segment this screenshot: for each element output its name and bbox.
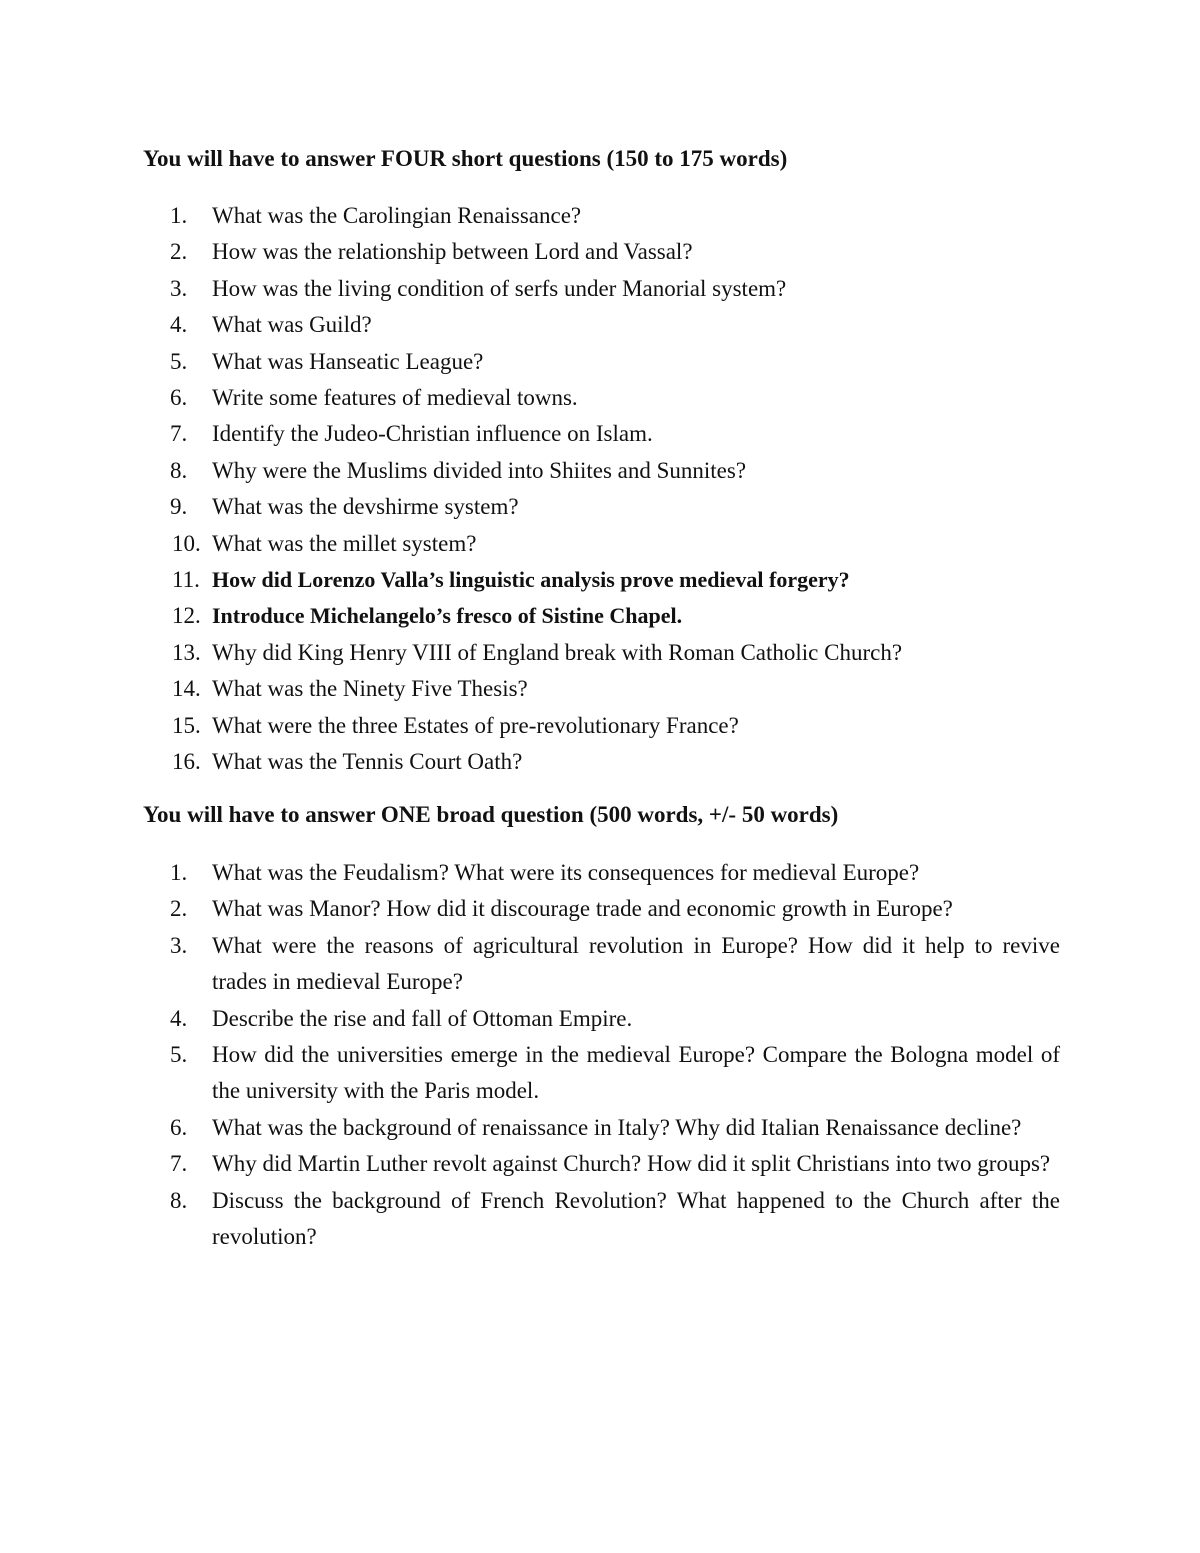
item-text: Introduce Michelangelo’s fresco of Sistine Chapel. xyxy=(212,603,683,629)
item-text: What was the Tennis Court Oath? xyxy=(212,749,523,775)
list-item xyxy=(170,1146,1060,1182)
short-questions-heading: You will have to answer FOUR short questions (150 to 175 words) xyxy=(143,146,788,171)
broad-questions-list xyxy=(170,855,1060,1255)
list-item xyxy=(170,1001,1060,1037)
list-item xyxy=(170,1037,1060,1110)
item-text: What was the devshirme system? xyxy=(212,494,519,520)
item-number: 7. xyxy=(170,421,188,447)
item-text: Identify the Judeo-Christian influence on Islam. xyxy=(212,421,653,447)
item-text: What was the millet system? xyxy=(212,530,477,556)
item-number: 10. xyxy=(172,530,201,556)
list-item xyxy=(170,1110,1060,1146)
list-item xyxy=(170,708,1060,744)
list-item xyxy=(170,562,1060,598)
item-number: 16. xyxy=(172,749,201,775)
list-item xyxy=(170,198,1060,234)
item-text: How did the universities emerge in the medieval Europe? Compare the Bologna model of the university with the Paris model. xyxy=(212,1042,1060,1104)
list-item xyxy=(170,744,1060,780)
item-text: Describe the rise and fall of Ottoman Empire. xyxy=(212,1005,633,1031)
list-item xyxy=(170,635,1060,671)
short-questions-list xyxy=(170,198,1060,781)
list-item xyxy=(170,928,1060,1001)
item-text: Why did King Henry VIII of England break with Roman Catholic Church? xyxy=(212,639,903,665)
list-item xyxy=(170,671,1060,707)
list-item xyxy=(170,855,1060,891)
item-number: 6. xyxy=(170,385,188,411)
list-item xyxy=(170,891,1060,927)
item-number: 12. xyxy=(172,603,201,629)
item-text: What was Hanseatic League? xyxy=(212,348,484,374)
item-text: What was the background of renaissance in Italy? Why did Italian Renaissance decline? xyxy=(212,1114,1022,1140)
item-number: 9. xyxy=(170,494,188,520)
item-number: 8. xyxy=(170,1187,188,1213)
item-number: 11. xyxy=(172,567,200,593)
list-item xyxy=(170,271,1060,307)
item-text: What was the Carolingian Renaissance? xyxy=(212,203,582,228)
item-number: 3. xyxy=(170,932,188,958)
item-number: 6. xyxy=(170,1114,188,1140)
item-text: Why did Martin Luther revolt against Church? How did it split Christians into two groups? xyxy=(212,1151,1051,1177)
broad-question-heading: You will have to answer ONE broad question (500 words, +/- 50 words) xyxy=(143,802,839,827)
item-number: 2. xyxy=(170,239,188,265)
item-text: How was the living condition of serfs under Manorial system? xyxy=(212,275,787,301)
item-number: 8. xyxy=(170,457,188,483)
list-item xyxy=(170,598,1060,634)
item-text: How was the relationship between Lord and Vassal? xyxy=(212,239,693,265)
item-number: 3. xyxy=(170,275,188,301)
item-text: What was Manor? How did it discourage trade and economic growth in Europe? xyxy=(212,896,953,922)
list-item xyxy=(170,234,1060,270)
list-item xyxy=(170,344,1060,380)
item-number: 1. xyxy=(170,860,188,885)
item-number: 7. xyxy=(170,1151,188,1177)
item-text: How did Lorenzo Valla’s linguistic analysis prove medieval forgery? xyxy=(212,567,850,593)
item-text: What were the reasons of agricultural revolution in Europe? How did it help to revive trades in medieval Europe? xyxy=(212,932,1060,995)
item-number: 14. xyxy=(172,676,201,702)
list-item xyxy=(170,526,1060,562)
list-item xyxy=(170,380,1060,416)
item-number: 1. xyxy=(170,203,188,228)
item-text: Why were the Muslims divided into Shiites and Sunnites? xyxy=(212,457,747,483)
item-number: 4. xyxy=(170,1005,188,1031)
item-text: Write some features of medieval towns. xyxy=(212,385,578,411)
list-item xyxy=(170,307,1060,343)
list-item xyxy=(170,1183,1060,1256)
item-text: Discuss the background of French Revolution? What happened to the Church after the revolution? xyxy=(212,1187,1060,1250)
list-item xyxy=(170,416,1060,452)
item-number: 5. xyxy=(170,1042,188,1068)
item-number: 2. xyxy=(170,896,188,922)
list-item xyxy=(170,453,1060,489)
item-number: 4. xyxy=(170,312,188,338)
item-text: What were the three Estates of pre-revolutionary France? xyxy=(212,712,739,738)
item-text: What was the Feudalism? What were its consequences for medieval Europe? xyxy=(212,860,920,885)
item-text: What was Guild? xyxy=(212,312,372,338)
item-text: What was the Ninety Five Thesis? xyxy=(212,676,528,702)
item-number: 13. xyxy=(172,639,201,665)
list-item xyxy=(170,489,1060,525)
item-number: 5. xyxy=(170,348,188,374)
item-number: 15. xyxy=(172,712,201,738)
